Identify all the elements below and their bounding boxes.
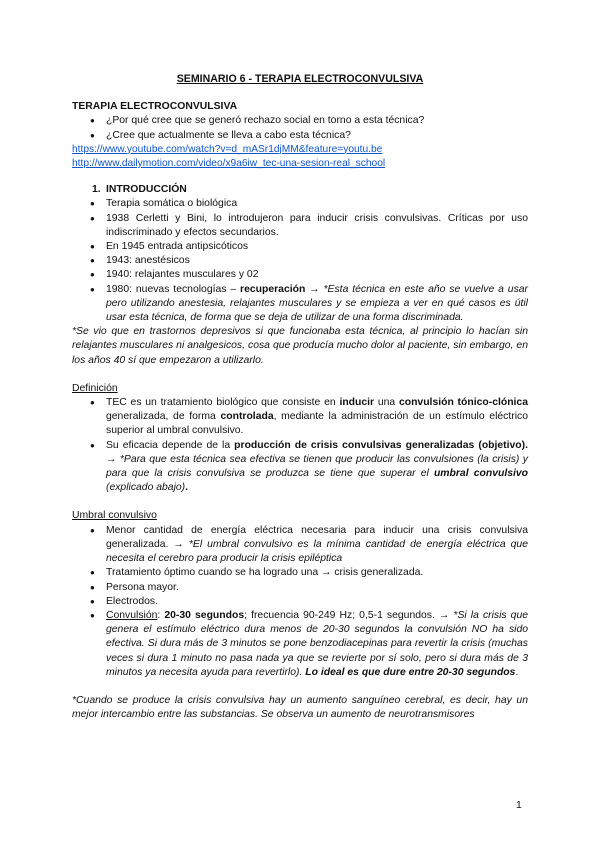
- def-1e: generalizada, de forma: [106, 411, 221, 423]
- def-2d: *Para que esta técnica sea efectiva se tienen que producir las convulsiones (la crisis) y para que la crisis convulsiva se produzca se tiene que superar el: [106, 453, 528, 480]
- document-title: SEMINARIO 6 - TERAPIA ELECTROCONVULSIVA: [176, 73, 424, 85]
- intro-item6-a: 1980: nuevas tecnologías –: [106, 283, 241, 295]
- umbral-heading: Umbral convulsivo: [72, 510, 157, 522]
- intro-item6-d: *Esta técnica en este año se vuelve a usar pero utilizando anestesia, relajantes musculares y se empieza a ver en qué casos es útil usar esta técnica, de forma que se deja de utilizar de una forma discriminada.: [106, 283, 529, 324]
- umb-5b: :: [157, 609, 165, 621]
- def-2a: Su eficacia depende de la: [106, 439, 235, 451]
- intro-item: ● 1938 Cerletti y Bini, lo introdujeron para inducir crisis convulsivas. Críticas por uso indiscriminado y efectos secundarios.: [72, 212, 528, 240]
- intro-heading: [72, 183, 528, 197]
- intro-item: ● En 1945 entrada antipsicóticos: [72, 240, 528, 254]
- def-1g: , mediante la administración de un estímulo eléctrico superior al umbral convulsivo.: [106, 411, 528, 437]
- def-2g: .: [185, 482, 189, 494]
- umbral-list: [72, 524, 528, 680]
- def-2c: →: [106, 453, 120, 465]
- umb-1a: Menor cantidad de energía eléctrica necesaria para inducir una crisis convulsiva generalizada. →: [106, 524, 528, 550]
- question-item: ● ¿Cree que actualmente se lleva a cabo esta técnica?: [72, 129, 528, 143]
- question-item: ● ¿Por qué cree que se generó rechazo social en torno a esta técnica?: [72, 114, 528, 128]
- def-1a: TEC es un tratamiento biológico que consiste en: [106, 397, 340, 409]
- definicion-item: [72, 396, 528, 439]
- def-2e: umbral convulsivo: [433, 468, 528, 480]
- intro-number: 1.: [92, 184, 101, 196]
- umb-5g: .: [515, 666, 519, 678]
- umb-1b: *El umbral convulsivo es la mínima cantidad de energía eléctrica que necesita el cerebro para producir la crisis epiléptica: [106, 538, 528, 565]
- section-heading: TERAPIA ELECTROCONVULSIVA: [72, 101, 238, 113]
- intro-list: [72, 197, 528, 325]
- intro-heading-text: INTRODUCCIÓN: [106, 184, 187, 196]
- definicion-list: [72, 396, 528, 495]
- spacer: [72, 680, 528, 694]
- intro-item6-b: recuperación: [240, 283, 306, 295]
- definicion-item: [72, 439, 528, 496]
- umbral-item: [72, 524, 528, 567]
- umb-5d: ; frecuencia 90-249 Hz; 0,5-1 segundos. →: [244, 609, 454, 621]
- page-number: 1: [516, 800, 522, 811]
- intro-item: ● 1940: relajantes musculares y 02: [72, 268, 528, 282]
- umb-5c: 20-30 segundos: [164, 609, 245, 621]
- page-content: [72, 72, 528, 722]
- intro-item6-c: →: [305, 283, 324, 295]
- intro-item: ● 1943: anestésicos: [72, 254, 528, 268]
- definicion-heading: Definición: [72, 382, 118, 394]
- intro-item: [72, 283, 528, 326]
- def-1c: una: [374, 397, 399, 409]
- youtube-link[interactable]: https://www.youtube.com/watch?v=d_mASr1djMM&feature=youtu.be: [72, 143, 383, 155]
- def-1f: controlada: [220, 411, 274, 423]
- umb-5a: Convulsión: [106, 609, 158, 621]
- umbral-item: ● Persona mayor.: [72, 581, 528, 595]
- def-1d: convulsión tónico-clónica: [398, 397, 528, 409]
- umb-5f: Lo ideal es que dure entre 20-30 segundos: [305, 666, 516, 678]
- def-2b: producción de crisis convulsivas generalizadas (objetivo).: [234, 439, 528, 451]
- umbral-item: [72, 609, 528, 680]
- def-1b: inducir: [339, 397, 375, 409]
- umbral-item: ● Tratamiento óptimo cuando se ha logrado una → crisis generalizada.: [72, 566, 528, 580]
- umb-5e: *Si la crisis que genera el estímulo eléctrico dura menos de 20-30 segundos la convulsión NO ha sido efectiva. Si dura más de 3 minutos se pone benzodiacepinas para revertir la crisis (muchas veces si dura 1 minuto no pasa nada ya que se revierte por sí solo, pero si dura más de 3 minutos ya necesita ayuda para revertirlo).: [106, 609, 529, 678]
- intro-item: ● Terapia somática o biológica: [72, 197, 528, 211]
- closing-note: *Cuando se produce la crisis convulsiva hay un aumento sanguíneo cerebral, es decir, hay un mejor intercambio entre las substancias. Se observa un aumento de neurotransmisores: [72, 694, 528, 721]
- questions-list: [72, 114, 528, 142]
- umbral-item: ● Electrodos.: [72, 595, 528, 609]
- def-2f: (explicado abajo): [106, 482, 186, 494]
- intro-note: *Se vio que en trastornos depresivos si que funcionaba esta técnica, al principio lo hacían sin relajantes musculares ni analgesicos, cosa que producía mucho dolor al paciente, sin embargo, en los años 40 sí que empezaron a utilizarlo.: [72, 326, 528, 366]
- dailymotion-link[interactable]: http://www.dailymotion.com/video/x9a6iw_tec-una-sesion-real_school: [72, 158, 386, 170]
